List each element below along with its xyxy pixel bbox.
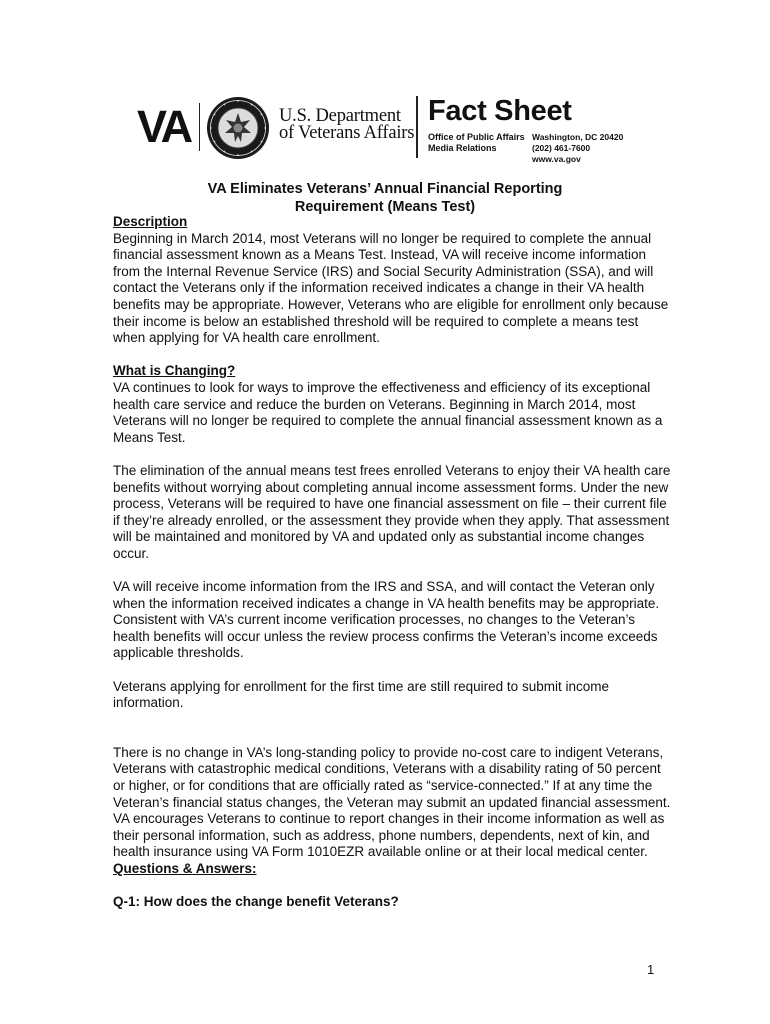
spacer [113,562,673,579]
document-body [113,214,673,911]
question-1: Q-1: How does the change benefit Veterans? [113,894,399,910]
contact-web: www.va.gov [532,154,581,164]
changing-paragraph-3: VA will receive income information from the IRS and SSA, and will contact the Veteran only when the information received indicates a change in VA health benefits may be appropriate. Consistent with VA’s current income verification processes, no changes to the Veteran’s health benefits will occur unless the review process confirms the Veteran’s income exceeds applicable thresholds. [113,579,660,661]
contact-info [532,132,623,165]
qa-heading: Questions & Answers: [113,860,257,876]
contact-city: Washington, DC 20420 [532,132,624,142]
office-info [428,132,525,154]
spacer [113,347,673,364]
changing-paragraph-1: VA continues to look for ways to improve the effectiveness and efficiency of its exceptional health care service and reduce the burden on Veterans. Beginning in March 2014, most Veterans will no longer be required to complete the annual financial assessment known as a Means Test. [113,379,663,445]
document-title [180,180,590,216]
changing-paragraph-2: The elimination of the annual means test frees enrolled Veterans to enjoy their VA health care benefits without worrying about completing annual income assessment forms. Under the new process, Veterans will be required to have one financial assessment on file – their current file if they’re already enrolled, or the assessment they provide when they apply. That assessment will be maintained and monitored by VA and updated only as substantial income changes occur. [113,462,671,561]
spacer [113,712,673,745]
letterhead [0,0,770,180]
department-line-1: U.S. Department [279,106,401,126]
description-heading: Description [113,214,188,229]
contact-phone: (202) 461-7600 [532,143,591,153]
department-name [279,108,414,142]
header-divider [416,96,418,158]
document-title-line-2: Requirement (Means Test) [294,199,476,215]
document-title-line-1: VA Eliminates Veterans’ Annual Financial Reporting [207,181,563,197]
office-line-1: Office of Public Affairs [428,132,525,142]
spacer [113,878,673,895]
policy-paragraph: There is no change in VA’s long-standing policy to provide no-cost care to indigent Veterans, Veterans with catastrophic medical conditions, Veterans with a disability rating of 50 percent or higher, or for conditions that are officially rated as “service-connected.” If at any time the Veteran’s financial status changes, the Veteran may submit an updated financial assessment. VA encourages Veterans to continue to report changes in their income information as well as their personal information, such as address, phone numbers, dependents, next of kin, and health insurance using VA Form 1010EZR available online or at their local medical center. [113,744,671,860]
changing-heading: What is Changing? [113,363,236,379]
va-seal-icon [206,96,270,160]
va-logo-mark: VA [137,101,191,152]
logo-divider [199,103,200,151]
spacer [113,662,673,679]
description-paragraph: Beginning in March 2014, most Veterans will no longer be required to complete the annual financial assessment known as a Means Test. Instead, VA will receive income information from the Internal Revenue Service (IRS) and Social Security Administration (SSA), and will contact the Veterans only if the information received indicates a change in their VA health benefits may be appropriate. However, Veterans who are eligible for enrollment only because their income is below an established threshold will be required to complete a means test when applying for VA health care enrollment. [113,230,669,346]
fact-sheet-title: Fact Sheet [428,95,572,127]
department-line-2: of Veterans Affairs [279,123,415,143]
spacer [113,446,673,463]
page-number: 1 [647,962,655,977]
office-line-2: Media Relations [428,143,497,153]
changing-paragraph-4: Veterans applying for enrollment for the first time are still required to submit income information. [113,678,609,711]
